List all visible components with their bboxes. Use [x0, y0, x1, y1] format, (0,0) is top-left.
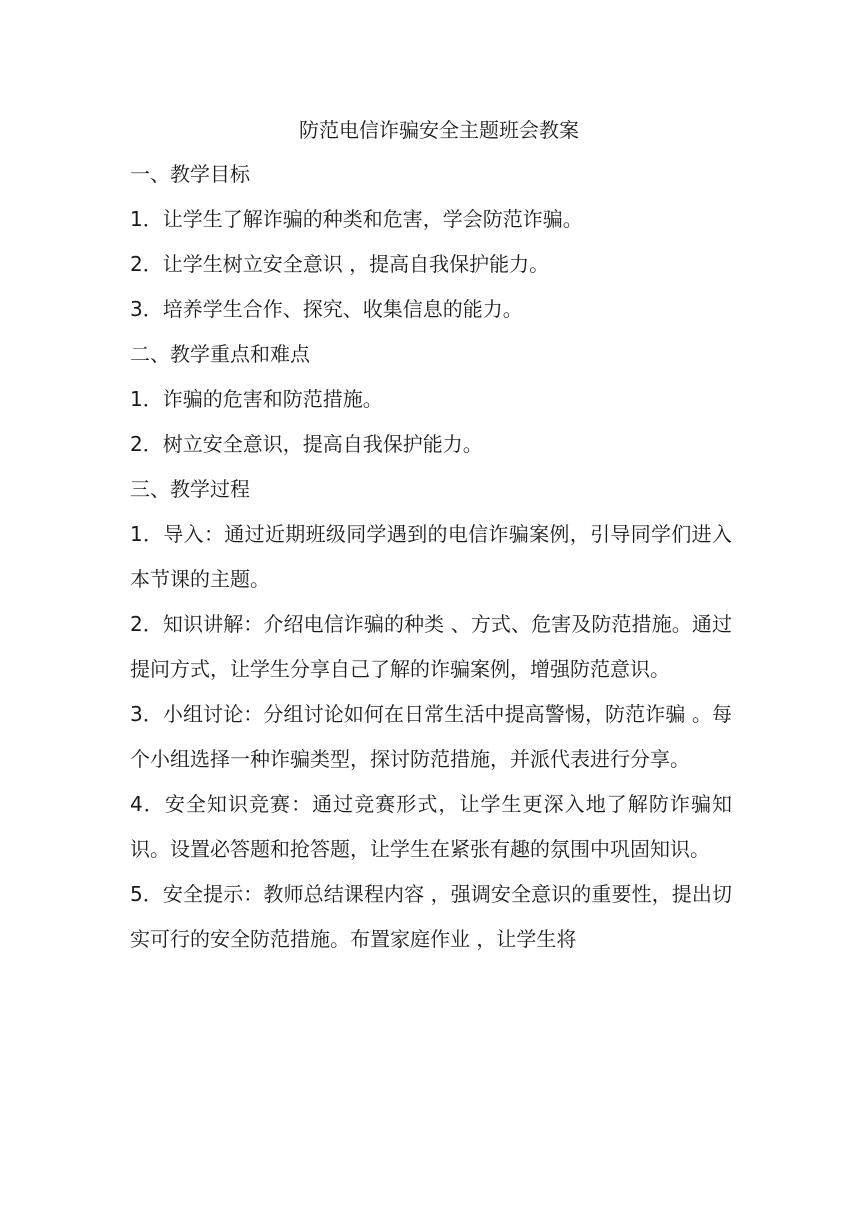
list-item: 3．小组讨论：分组讨论如何在日常生活中提高警惕，防范诈骗 。每个小组选择一种诈骗类型，探讨防范措施，并派代表进行分享。 [130, 702, 732, 771]
section-key-points [130, 332, 732, 467]
list-item: 1．让学生了解诈骗的种类和危害，学会防范诈骗。 [130, 207, 583, 231]
section-teaching-objectives [130, 152, 732, 332]
list-item: 2．知识讲解：介绍电信诈骗的种类 、方式、危害及防范措施。通过提问方式，让学生分享自己了解的诈骗案例，增强防范意识。 [130, 612, 732, 681]
list-item: 3．培养学生合作、探究、收集信息的能力。 [130, 297, 523, 321]
document-body [130, 108, 732, 962]
list-item: 1．诈骗的危害和防范措施。 [130, 387, 383, 411]
document-title: 防范电信诈骗安全主题班会教案 [299, 118, 579, 142]
section-heading: 三、教学过程 [130, 477, 250, 501]
section-heading: 二、教学重点和难点 [130, 342, 310, 366]
list-item: 4．安全知识竞赛：通过竞赛形式，让学生更深入地了解防诈骗知识。设置必答题和抢答题，让学生在紧张有趣的氛围中巩固知识。 [130, 792, 732, 861]
list-item: 1．导入：通过近期班级同学遇到的电信诈骗案例，引导同学们进入本节课的主题。 [130, 522, 732, 591]
section-heading: 一、教学目标 [130, 162, 250, 186]
section-teaching-process [130, 467, 732, 962]
list-item: 2．让学生树立安全意识 ，提高自我保护能力。 [130, 252, 550, 276]
list-item: 5．安全提示：教师总结课程内容 ，强调安全意识的重要性，提出切实可行的安全防范措施。布置家庭作业 ，让学生将 [130, 882, 732, 951]
list-item: 2．树立安全意识，提高自我保护能力。 [130, 432, 483, 456]
